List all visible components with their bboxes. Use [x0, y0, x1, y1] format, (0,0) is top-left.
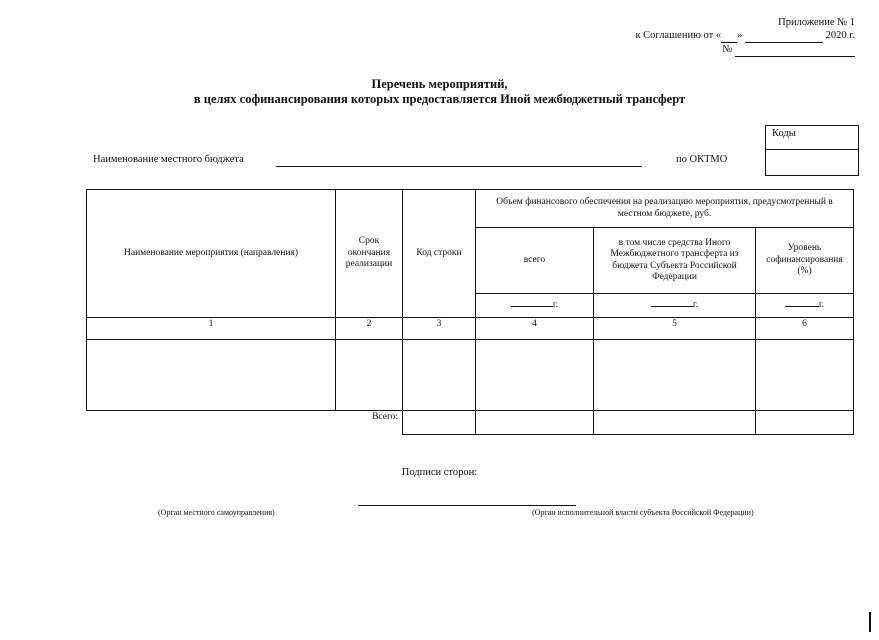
- budget-name-label: Наименование местного бюджета: [93, 154, 244, 165]
- col-header-deadline: Срок окончания реализации: [336, 190, 403, 318]
- budget-name-field[interactable]: [276, 166, 642, 167]
- col-number-5: 5: [594, 318, 756, 340]
- col-number-3: 3: [403, 318, 476, 340]
- agreement-year: 2020 г.: [825, 30, 855, 41]
- appendix-header: [635, 16, 855, 57]
- right-signatory-caption: (Орган исполнительной власти субъекта Российской Федерации): [532, 508, 754, 517]
- cell-share[interactable]: [756, 340, 854, 411]
- total-cell-total[interactable]: [476, 411, 594, 435]
- appendix-label: Приложение № 1: [778, 17, 855, 28]
- oktmo-label: по ОКТМО: [676, 154, 728, 165]
- year-cell-total[interactable]: [476, 294, 594, 318]
- cell-total[interactable]: [476, 340, 594, 411]
- activities-table: [86, 189, 854, 435]
- col-header-transfer: в том числе средства Иного Межбюджетного трансферта из бюджета Субъекта Российской Федерации: [594, 228, 756, 294]
- year-cell-transfer[interactable]: [594, 294, 756, 318]
- agreement-prefix: к Соглашению от «: [635, 30, 722, 41]
- cell-row-code[interactable]: [403, 340, 476, 411]
- year-suffix: г.: [692, 299, 699, 310]
- oktmo-code-cell[interactable]: [765, 149, 859, 176]
- agreement-mid: »: [737, 30, 743, 41]
- table-row: [87, 340, 854, 411]
- agreement-day-blank[interactable]: [721, 29, 737, 43]
- document-title: [0, 77, 879, 107]
- year-suffix: г.: [552, 299, 559, 310]
- cell-activity-name[interactable]: [87, 340, 336, 411]
- total-cell-code[interactable]: [403, 411, 476, 435]
- total-label: Всего:: [372, 412, 398, 422]
- agreement-line: [635, 29, 855, 43]
- agreement-month-blank[interactable]: [745, 29, 823, 43]
- number-label: №: [722, 44, 733, 55]
- left-signatory-caption: (Орган местного самоуправления): [158, 508, 275, 517]
- col-header-financing-group: Объем финансового обеспечения на реализацию мероприятия, предусмотренный в местном бюджете, руб.: [476, 190, 854, 228]
- col-number-1: 1: [87, 318, 336, 340]
- col-header-name: Наименование мероприятия (направления): [87, 190, 336, 318]
- codes-label: Коды: [772, 128, 796, 139]
- total-row: [87, 411, 854, 435]
- col-number-4: 4: [476, 318, 594, 340]
- year-suffix: г.: [818, 299, 825, 310]
- total-cell-share[interactable]: [756, 411, 854, 435]
- col-number-6: 6: [756, 318, 854, 340]
- year-cell-share[interactable]: [756, 294, 854, 318]
- codes-header-cell: [765, 125, 859, 150]
- agreement-number-line: [635, 43, 855, 57]
- total-cell-transfer[interactable]: [594, 411, 756, 435]
- cell-transfer[interactable]: [594, 340, 756, 411]
- scan-edge-mark: [869, 612, 871, 632]
- col-header-share: Уровень софинансирования (%): [756, 228, 854, 294]
- agreement-number-blank[interactable]: [735, 43, 855, 57]
- cell-deadline[interactable]: [336, 340, 403, 411]
- title-line-1: Перечень мероприятий,: [371, 77, 508, 91]
- table-header-row-1: [87, 190, 854, 228]
- signature-line[interactable]: [358, 505, 576, 506]
- col-header-code: Код строки: [403, 190, 476, 318]
- column-numbers-row: [87, 318, 854, 340]
- title-line-2: в целях софинансирования которых предоставляется Иной межбюджетный трансферт: [193, 92, 686, 106]
- col-header-total: всего: [476, 228, 594, 294]
- signatures-title: Подписи сторон:: [401, 467, 478, 478]
- col-number-2: 2: [336, 318, 403, 340]
